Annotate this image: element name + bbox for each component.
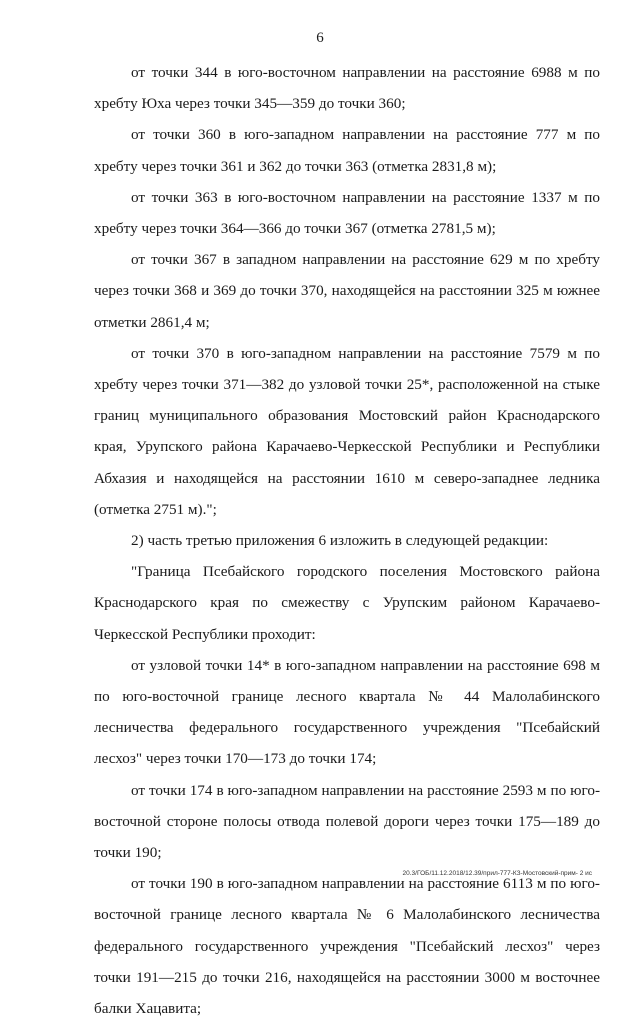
paragraph-2: от точки 360 в юго-западном направлении на расстояние 777 м по хребту через точки 361 и 362 до точки 363 (отметка 2831,8 м); [94, 126, 600, 175]
paragraph-4: от точки 367 в западном направлении на расстояние 629 м по хребту через точки 368 и 369 до точки 370, находящейся на расстоянии 325 м южнее отметки 2861,4 м; [94, 251, 600, 331]
paragraph-3: от точки 363 в юго-восточном направлении на расстояние 1337 м по хребту через точки 364—366 до точки 367 (отметка 2781,5 м); [94, 188, 600, 238]
paragraph-1: от точки 344 в юго-восточном направлении на расстояние 6988 м по хребту Юха через точки 345—359 до точки 360; [94, 64, 600, 113]
paragraph-5: от точки 370 в юго-западном направлении на расстояние 7579 м по хребту через точки 371—382 до узловой точки 25*, расположенной на стыке границ муниципального образования Мостовский район Краснодарского края, Урупского района Карачаево-Черкесской Республики и Республики Абхазия и находящейся на расстоянии 1610 м северо-западнее ледника (отметка 2751 м)."; [94, 344, 600, 518]
paragraph-7: "Граница Псебайского городского поселения Мостовского района Краснодарского края по смежеству с Урупским районом Карачаево-Черкесской Республики проходит: [94, 563, 600, 643]
paragraph-8: от узловой точки 14* в юго-западном направлении на расстояние 698 м по юго-восточной границе лесного квартала № 44 Малолабинского лесничества федерального государственного учреждения "Псебайский лесхоз" через точки 170—173 до точки 174; [94, 656, 600, 768]
paragraph-9: от точки 174 в юго-западном направлении на расстояние 2593 м по юго-восточной стороне полосы отвода полевой дороги через точки 175—189 до точки 190; [94, 781, 600, 862]
page-number: 6 [316, 30, 324, 46]
paragraph-10: от точки 190 в юго-западном направлении на расстояние 6113 м по юго-восточной границе лесного квартала № 6 Малолабинского лесничества федерального государственного учреждения "Псебайский лесхоз" через точки 191—215 до точки 216, находящейся на расстоянии 3000 м восточнее балки Хацавита; [94, 875, 600, 1018]
document-body [94, 57, 600, 1024]
paragraph-6: 2) часть третью приложения 6 изложить в следующей редакции: [131, 532, 549, 550]
footer-document-code: 20.3/ГОБ/11.12.2018/12.39/прил-777-КЗ-Мостовский-прим- 2 ис [402, 870, 592, 877]
